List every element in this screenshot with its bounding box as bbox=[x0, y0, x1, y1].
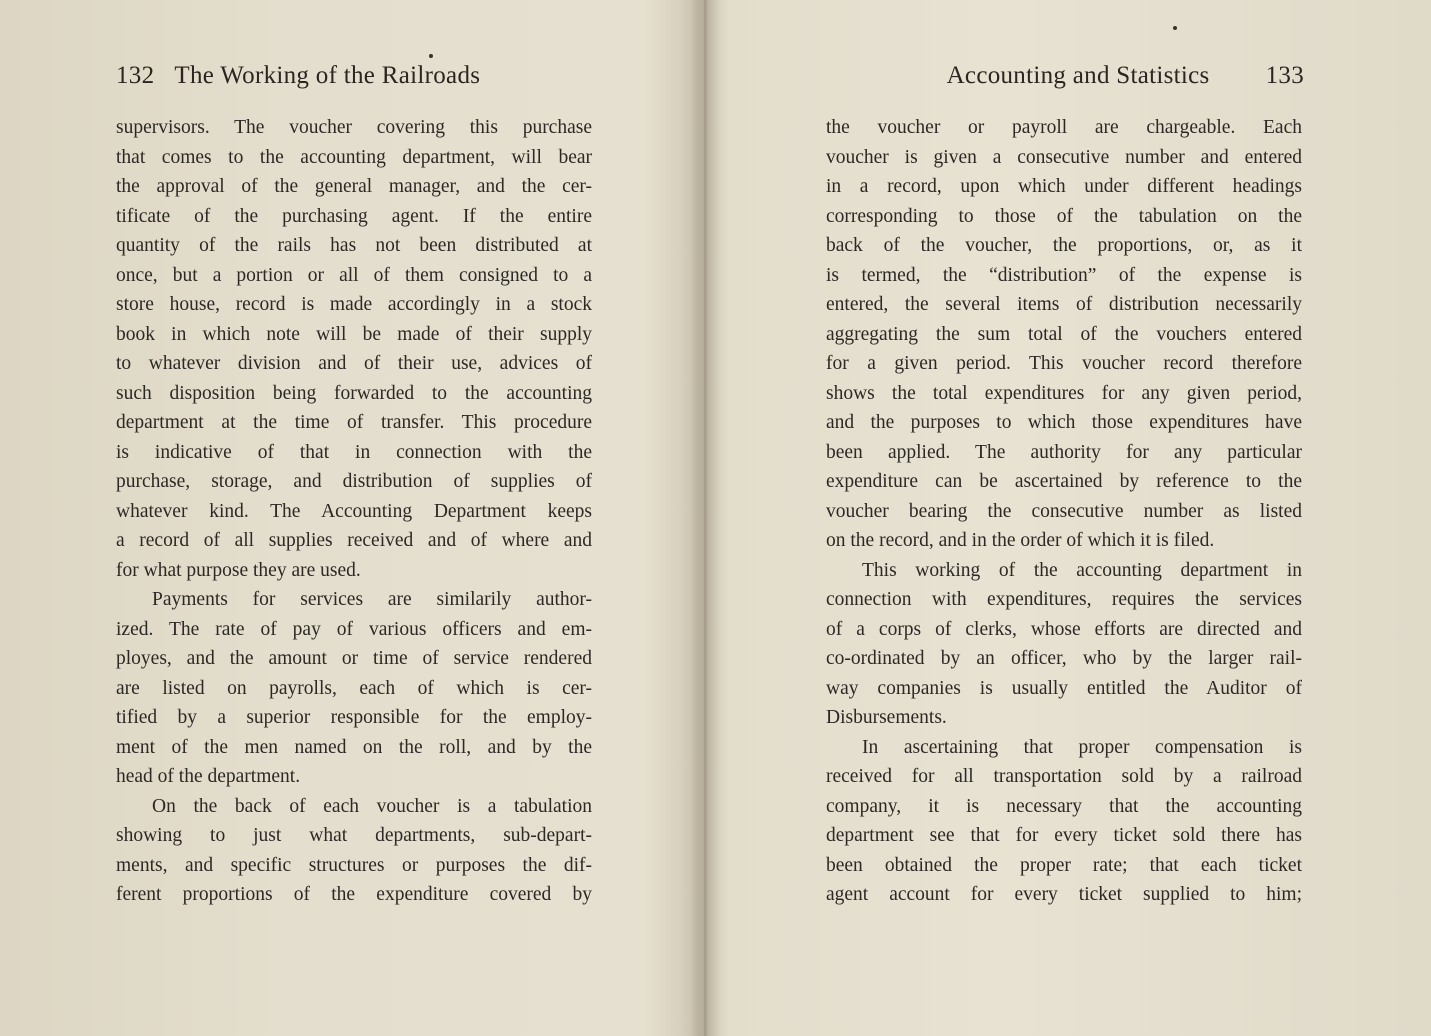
left-page-header bbox=[116, 62, 480, 90]
text-line: store house, record is made accordingly in a stock bbox=[116, 294, 592, 315]
text-line: been applied. The authority for any particular bbox=[826, 441, 1302, 463]
text-line: company, it is necessary that the accounting bbox=[826, 795, 1302, 817]
text-line: showing to just what departments, sub-depart- bbox=[116, 825, 592, 846]
text-line: book in which note will be made of their supply bbox=[116, 323, 592, 345]
right-page-header bbox=[947, 62, 1304, 90]
text-line: and the purposes to which those expenditures have bbox=[826, 412, 1302, 433]
ink-speck bbox=[429, 54, 433, 58]
text-line: In ascertaining that proper compensation is bbox=[862, 736, 1302, 758]
text-line: the voucher or payroll are chargeable. Each bbox=[826, 117, 1302, 138]
text-line: such disposition being forwarded to the accounting bbox=[116, 382, 592, 404]
text-line: corresponding to those of the tabulation on the bbox=[826, 205, 1302, 227]
text-line: way companies is usually entitled the Auditor of bbox=[826, 677, 1302, 699]
text-line: purchase, storage, and distribution of supplies of bbox=[116, 471, 592, 492]
text-line: for what purpose they are used. bbox=[116, 559, 361, 581]
right-page bbox=[705, 0, 1431, 1036]
text-line: the approval of the general manager, and the cer- bbox=[116, 176, 592, 197]
text-line: are listed on payrolls, each of which is cer- bbox=[116, 677, 592, 699]
text-line: voucher is given a consecutive number and entered bbox=[826, 146, 1302, 168]
text-line: entered, the several items of distribution necessarily bbox=[826, 294, 1302, 315]
text-line: ment of the men named on the roll, and by the bbox=[116, 736, 592, 758]
text-line: back of the voucher, the proportions, or, as it bbox=[826, 235, 1302, 256]
text-line: voucher bearing the consecutive number as listed bbox=[826, 500, 1302, 522]
text-line: head of the department. bbox=[116, 766, 301, 787]
text-line: once, but a portion or all of them consigned to a bbox=[116, 264, 592, 286]
text-line: On the back of each voucher is a tabulation bbox=[152, 795, 592, 817]
text-line: expenditure can be ascertained by reference to the bbox=[826, 471, 1302, 492]
ink-speck bbox=[1173, 26, 1177, 30]
text-line: is indicative of that in connection with the bbox=[116, 441, 592, 463]
text-line: ployes, and the amount or time of service rendered bbox=[116, 648, 592, 669]
text-line: quantity of the rails has not been distributed at bbox=[116, 235, 592, 256]
page-number: 132 bbox=[116, 62, 155, 89]
text-line: is termed, the “distribution” of the expense is bbox=[826, 264, 1302, 286]
text-line: Payments for services are similarily author- bbox=[152, 589, 592, 610]
text-line: supervisors. The voucher covering this purchase bbox=[116, 117, 592, 138]
text-line: ments, and specific structures or purposes the dif- bbox=[116, 854, 592, 876]
text-line: that comes to the accounting department, will bear bbox=[116, 146, 592, 168]
text-line: department at the time of transfer. This procedure bbox=[116, 412, 592, 433]
text-line: whatever kind. The Accounting Department keeps bbox=[116, 500, 592, 522]
text-line: on the record, and in the order of which it is filed. bbox=[826, 530, 1215, 551]
running-head: The Working of the Railroads bbox=[174, 62, 481, 89]
running-head: Accounting and Statistics bbox=[946, 62, 1210, 89]
text-line: Disbursements. bbox=[826, 707, 947, 728]
text-line: This working of the accounting department in bbox=[862, 559, 1302, 581]
text-line: co-ordinated by an officer, who by the larger rail- bbox=[826, 648, 1302, 669]
text-line: ized. The rate of pay of various officers and em- bbox=[116, 618, 592, 640]
text-line: a record of all supplies received and of where and bbox=[116, 530, 592, 551]
text-line: tificate of the purchasing agent. If the entire bbox=[116, 205, 592, 227]
text-line: received for all transportation sold by a railroad bbox=[826, 766, 1302, 787]
text-line: in a record, upon which under different headings bbox=[826, 176, 1302, 197]
page-number: 133 bbox=[1265, 62, 1304, 89]
text-line: shows the total expenditures for any given period, bbox=[826, 382, 1302, 404]
right-page-body bbox=[826, 113, 1302, 910]
text-line: aggregating the sum total of the vouchers entered bbox=[826, 323, 1302, 345]
text-line: for a given period. This voucher record therefore bbox=[826, 353, 1302, 374]
text-line: of a corps of clerks, whose efforts are directed and bbox=[826, 618, 1302, 640]
text-line: agent account for every ticket supplied to him; bbox=[826, 884, 1302, 905]
text-line: to whatever division and of their use, advices of bbox=[116, 353, 592, 374]
text-line: connection with expenditures, requires the services bbox=[826, 589, 1302, 610]
text-line: department see that for every ticket sold there has bbox=[826, 825, 1302, 846]
left-page-body bbox=[116, 113, 592, 910]
text-line: ferent proportions of the expenditure covered by bbox=[116, 884, 592, 905]
text-line: tified by a superior responsible for the employ- bbox=[116, 707, 592, 728]
left-page bbox=[0, 0, 705, 1036]
text-line: been obtained the proper rate; that each ticket bbox=[826, 854, 1302, 876]
